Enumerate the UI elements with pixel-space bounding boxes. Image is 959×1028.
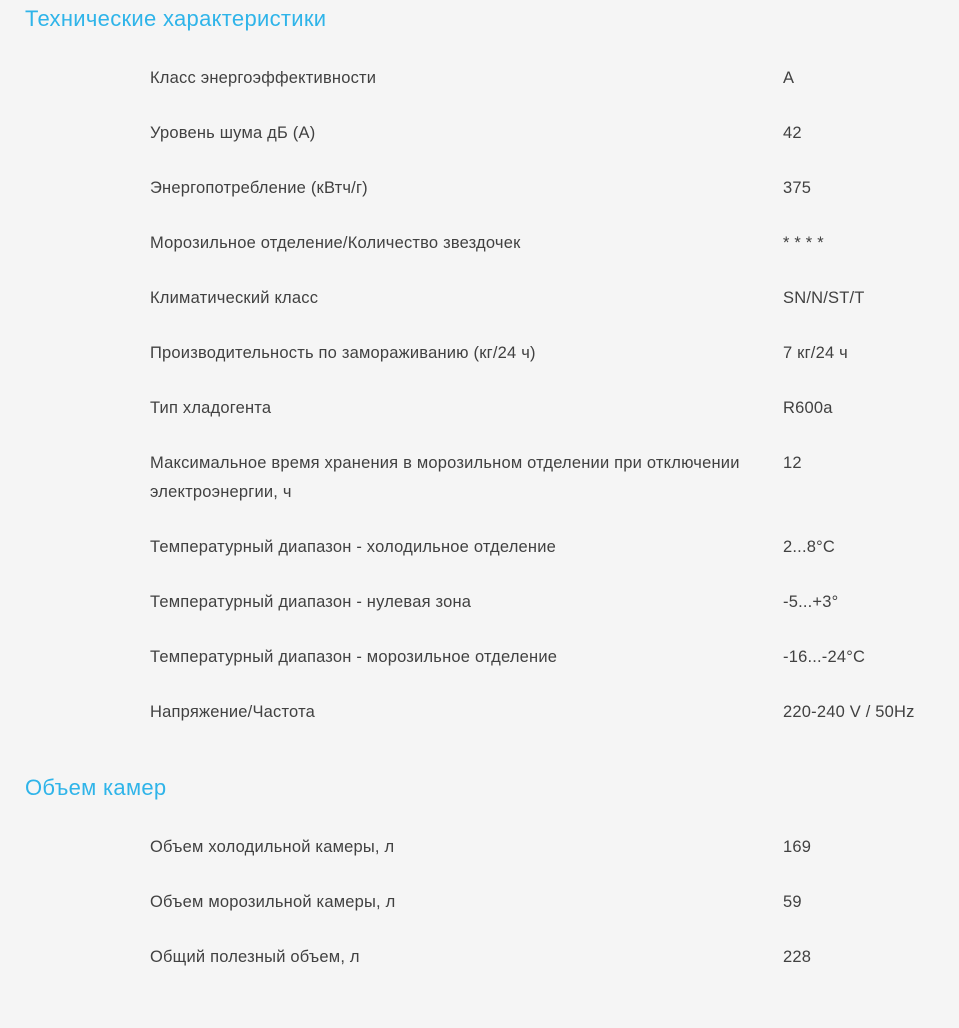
spec-value: 12	[783, 454, 802, 472]
spec-row	[150, 229, 939, 258]
spec-label: Напряжение/Частота	[150, 703, 316, 721]
spec-label: Уровень шума дБ (А)	[150, 124, 316, 142]
spec-value: * * * *	[783, 234, 824, 252]
spec-label: Производительность по замораживанию (кг/24 ч)	[150, 344, 536, 362]
spec-label: Энергопотребление (кВтч/г)	[150, 179, 368, 197]
spec-value: 169	[783, 838, 812, 856]
spec-value: 42	[783, 124, 802, 142]
spec-label: Климатический класс	[150, 289, 319, 307]
spec-row	[150, 888, 939, 917]
spec-row	[150, 449, 939, 507]
spec-row	[150, 174, 939, 203]
spec-value: -16...-24°C	[783, 648, 866, 666]
spec-label: Общий полезный объем, л	[150, 948, 360, 966]
spec-row	[150, 533, 939, 562]
spec-label: Класс энергоэффективности	[150, 69, 377, 87]
spec-row	[150, 119, 939, 148]
spec-row	[150, 588, 939, 617]
spec-value: 59	[783, 893, 802, 911]
spec-row	[150, 284, 939, 313]
spec-rows	[25, 64, 939, 727]
spec-label: Объем холодильной камеры, л	[150, 838, 395, 856]
section-chamber-volumes	[25, 773, 939, 972]
section-technical-specs	[25, 4, 939, 727]
spec-label: Тип хладогента	[150, 399, 272, 417]
spec-label: Морозильное отделение/Количество звездочек	[150, 234, 521, 252]
spec-label: Температурный диапазон - холодильное отделение	[150, 538, 557, 556]
spec-value: A	[783, 69, 795, 87]
spec-rows	[25, 833, 939, 972]
spec-value: 2...8°C	[783, 538, 836, 556]
section-title: Объем камер	[25, 775, 167, 800]
spec-label: Максимальное время хранения в морозильном отделении при отключении электроэнергии, ч	[150, 454, 740, 501]
spec-value: 375	[783, 179, 812, 197]
spec-row	[150, 943, 939, 972]
spec-value: 220-240 V / 50Hz	[783, 703, 915, 721]
spec-label: Температурный диапазон - морозильное отделение	[150, 648, 558, 666]
spec-value: 228	[783, 948, 812, 966]
spec-row	[150, 64, 939, 93]
spec-value: SN/N/ST/T	[783, 289, 865, 307]
spec-row	[150, 833, 939, 862]
section-title: Технические характеристики	[25, 6, 327, 31]
spec-row	[150, 643, 939, 672]
spec-row	[150, 698, 939, 727]
spec-label: Объем морозильной камеры, л	[150, 893, 396, 911]
spec-value: R600a	[783, 399, 833, 417]
spec-row	[150, 394, 939, 423]
spec-value: -5...+3°	[783, 593, 839, 611]
spec-value: 7 кг/24 ч	[783, 344, 848, 362]
spec-row	[150, 339, 939, 368]
spec-label: Температурный диапазон - нулевая зона	[150, 593, 472, 611]
